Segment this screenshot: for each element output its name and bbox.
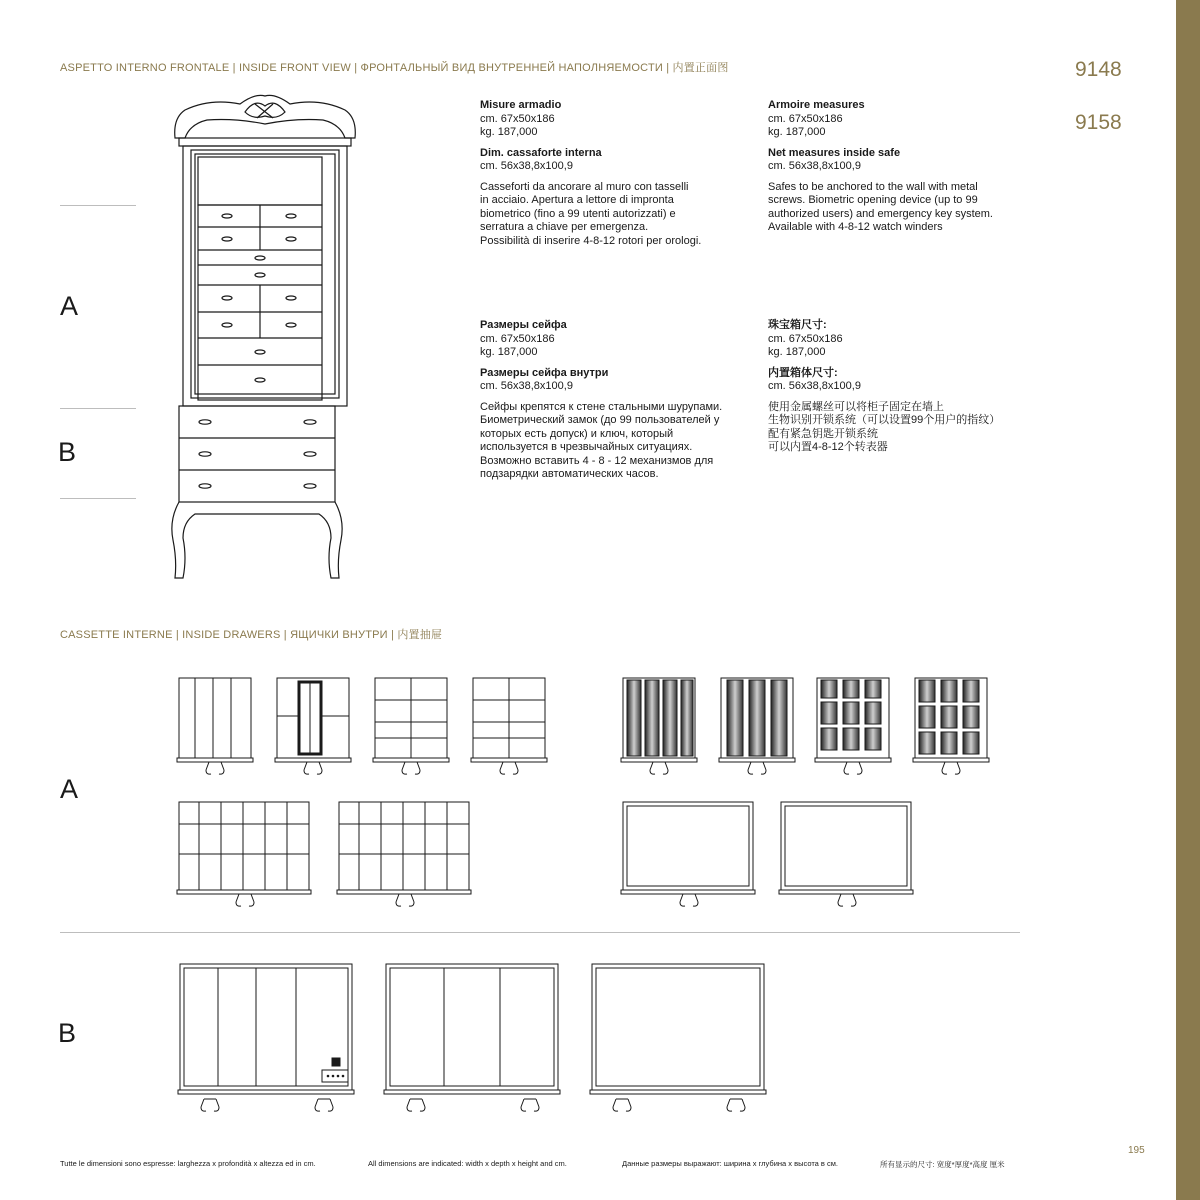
spec-desc-line: authorized users) and emergency key system.	[768, 207, 993, 220]
armoire-front-view-drawing	[165, 90, 365, 590]
spec-desc-line: screws. Biometric opening device (up to 99	[768, 194, 978, 206]
spec-block-chinese	[768, 319, 1048, 455]
spec-dimensions: cm. 67x50x186	[768, 112, 843, 125]
spec-desc-line: Casseforti da ancorare al muro con tasselli	[480, 180, 689, 193]
drawers-section-label-a: A	[60, 774, 79, 804]
spec-title: Размеры сейфа	[480, 319, 567, 331]
spec-desc-line: 生物识别开锁系统（可以设置99个用户的指纹）	[768, 414, 1001, 426]
divider-line	[60, 498, 136, 499]
safe-drawer-three-sections	[384, 964, 560, 1111]
drawer-empty	[779, 802, 913, 906]
spec-dimensions: cm. 67x50x186	[480, 332, 555, 345]
spec-block-russian	[480, 319, 760, 482]
section-label-b: B	[58, 437, 77, 467]
drawers-section-label-b: B	[58, 1018, 77, 1048]
divider-line	[60, 408, 136, 409]
divider-line	[60, 205, 136, 206]
drawer-watch-winders	[621, 678, 697, 774]
drawer-watch-winders	[719, 678, 795, 774]
spec-block-english	[768, 99, 1038, 235]
footnote-russian: Данные размеры выражают: ширина x глубина x высота в см.	[622, 1159, 838, 1168]
spec-desc-line: biometrico (fino a 99 utenti autorizzati) e	[480, 207, 676, 220]
footnote-english: All dimensions are indicated: width x depth x height and cm.	[368, 1159, 567, 1168]
decorative-side-band	[1176, 0, 1200, 1200]
footnote-italian: Tutte le dimensioni sono espresse: larghezza x profondità x altezza ed in cm.	[60, 1159, 316, 1168]
spec-desc-line: in acciaio. Apertura a lettore di impronta	[480, 194, 674, 206]
spec-desc-line: Биометрический замок (до 99 пользователей у	[480, 414, 720, 426]
product-code-1: 9148	[1075, 58, 1122, 81]
section-divider	[60, 932, 1020, 933]
spec-title: Armoire measures	[768, 99, 865, 111]
footnote-chinese: 所有显示的尺寸: 宽度*厚度*高度 厘米	[880, 1160, 1005, 1169]
spec-desc-line: Safes to be anchored to the wall with metal	[768, 180, 978, 193]
spec-desc-line: serratura a chiave per emergenza.	[480, 221, 649, 233]
spec-desc-line: Possibilità di inserire 4-8-12 rotori per orologi.	[480, 234, 702, 247]
spec-block-italian	[480, 99, 750, 248]
spec-weight: kg. 187,000	[480, 346, 538, 358]
drawer-row-a2	[175, 798, 935, 908]
spec-dimensions: cm. 56x38,8x100,9	[768, 160, 861, 172]
drawer-row-a1	[175, 674, 1035, 814]
spec-dimensions: cm. 67x50x186	[768, 332, 843, 345]
spec-title: 珠宝箱尺寸:	[768, 319, 827, 331]
drawer-watch-winders-grid	[815, 678, 891, 774]
drawer-grid-compartments	[471, 678, 547, 774]
safe-drawer-with-keypad	[178, 964, 354, 1111]
drawer-small-compartments	[177, 802, 311, 906]
spec-title: Размеры сейфа внутри	[480, 366, 609, 379]
drawer-grid-compartments	[373, 678, 449, 774]
spec-title: 内置箱体尺寸:	[768, 366, 838, 379]
spec-title: Misure armadio	[480, 99, 562, 111]
drawer-small-compartments	[337, 802, 471, 906]
product-code-2: 9158	[1075, 111, 1122, 134]
drawer-vertical-dividers	[177, 678, 253, 774]
spec-desc-line: Available with 4-8-12 watch winders	[768, 221, 943, 233]
spec-desc-line: 配有紧急钥匙开锁系统	[768, 427, 878, 440]
page-number: 195	[1128, 1145, 1145, 1156]
spec-title: Net measures inside safe	[768, 146, 901, 159]
spec-weight: kg. 187,000	[480, 126, 538, 138]
drawer-row-b	[178, 962, 778, 1142]
spec-desc-line: Возможно вставить 4 - 8 - 12 механизмов для	[480, 454, 714, 467]
spec-desc-line: которых есть допуск) и ключ, который	[480, 427, 674, 440]
drawer-empty	[621, 802, 755, 906]
spec-desc-line: Сейфы крепятся к стене стальными шурупами.	[480, 400, 723, 413]
front-view-heading: ASPETTO INTERNO FRONTALE | INSIDE FRONT VIEW | ФРОНТАЛЬНЫЙ ВИД ВНУТРЕННЕЙ НАПОЛНЯЕМОСТИ | 内置正面图	[60, 62, 729, 74]
safe-drawer-empty	[590, 964, 766, 1111]
spec-desc-line: подзарядки автоматических часов.	[480, 468, 659, 480]
spec-dimensions: cm. 56x38,8x100,9	[480, 380, 573, 392]
spec-weight: kg. 187,000	[768, 346, 826, 358]
spec-dimensions: cm. 67x50x186	[480, 112, 555, 125]
spec-dimensions: cm. 56x38,8x100,9	[480, 160, 573, 172]
spec-desc-line: 使用金属螺丝可以将柜子固定在墙上	[768, 400, 944, 413]
spec-weight: kg. 187,000	[768, 126, 826, 138]
spec-title: Dim. cassaforte interna	[480, 146, 602, 159]
spec-desc-line: 可以内置4-8-12个转表器	[768, 441, 888, 453]
drawer-watch-winders-grid	[913, 678, 989, 774]
drawer-center-tray	[275, 678, 351, 774]
spec-desc-line: используется в чрезвычайных ситуациях.	[480, 441, 693, 453]
drawers-heading: CASSETTE INTERNE | INSIDE DRAWERS | ЯЩИЧКИ ВНУТРИ | 内置抽屉	[60, 629, 443, 641]
spec-dimensions: cm. 56x38,8x100,9	[768, 380, 861, 392]
section-label-a: A	[60, 291, 79, 321]
